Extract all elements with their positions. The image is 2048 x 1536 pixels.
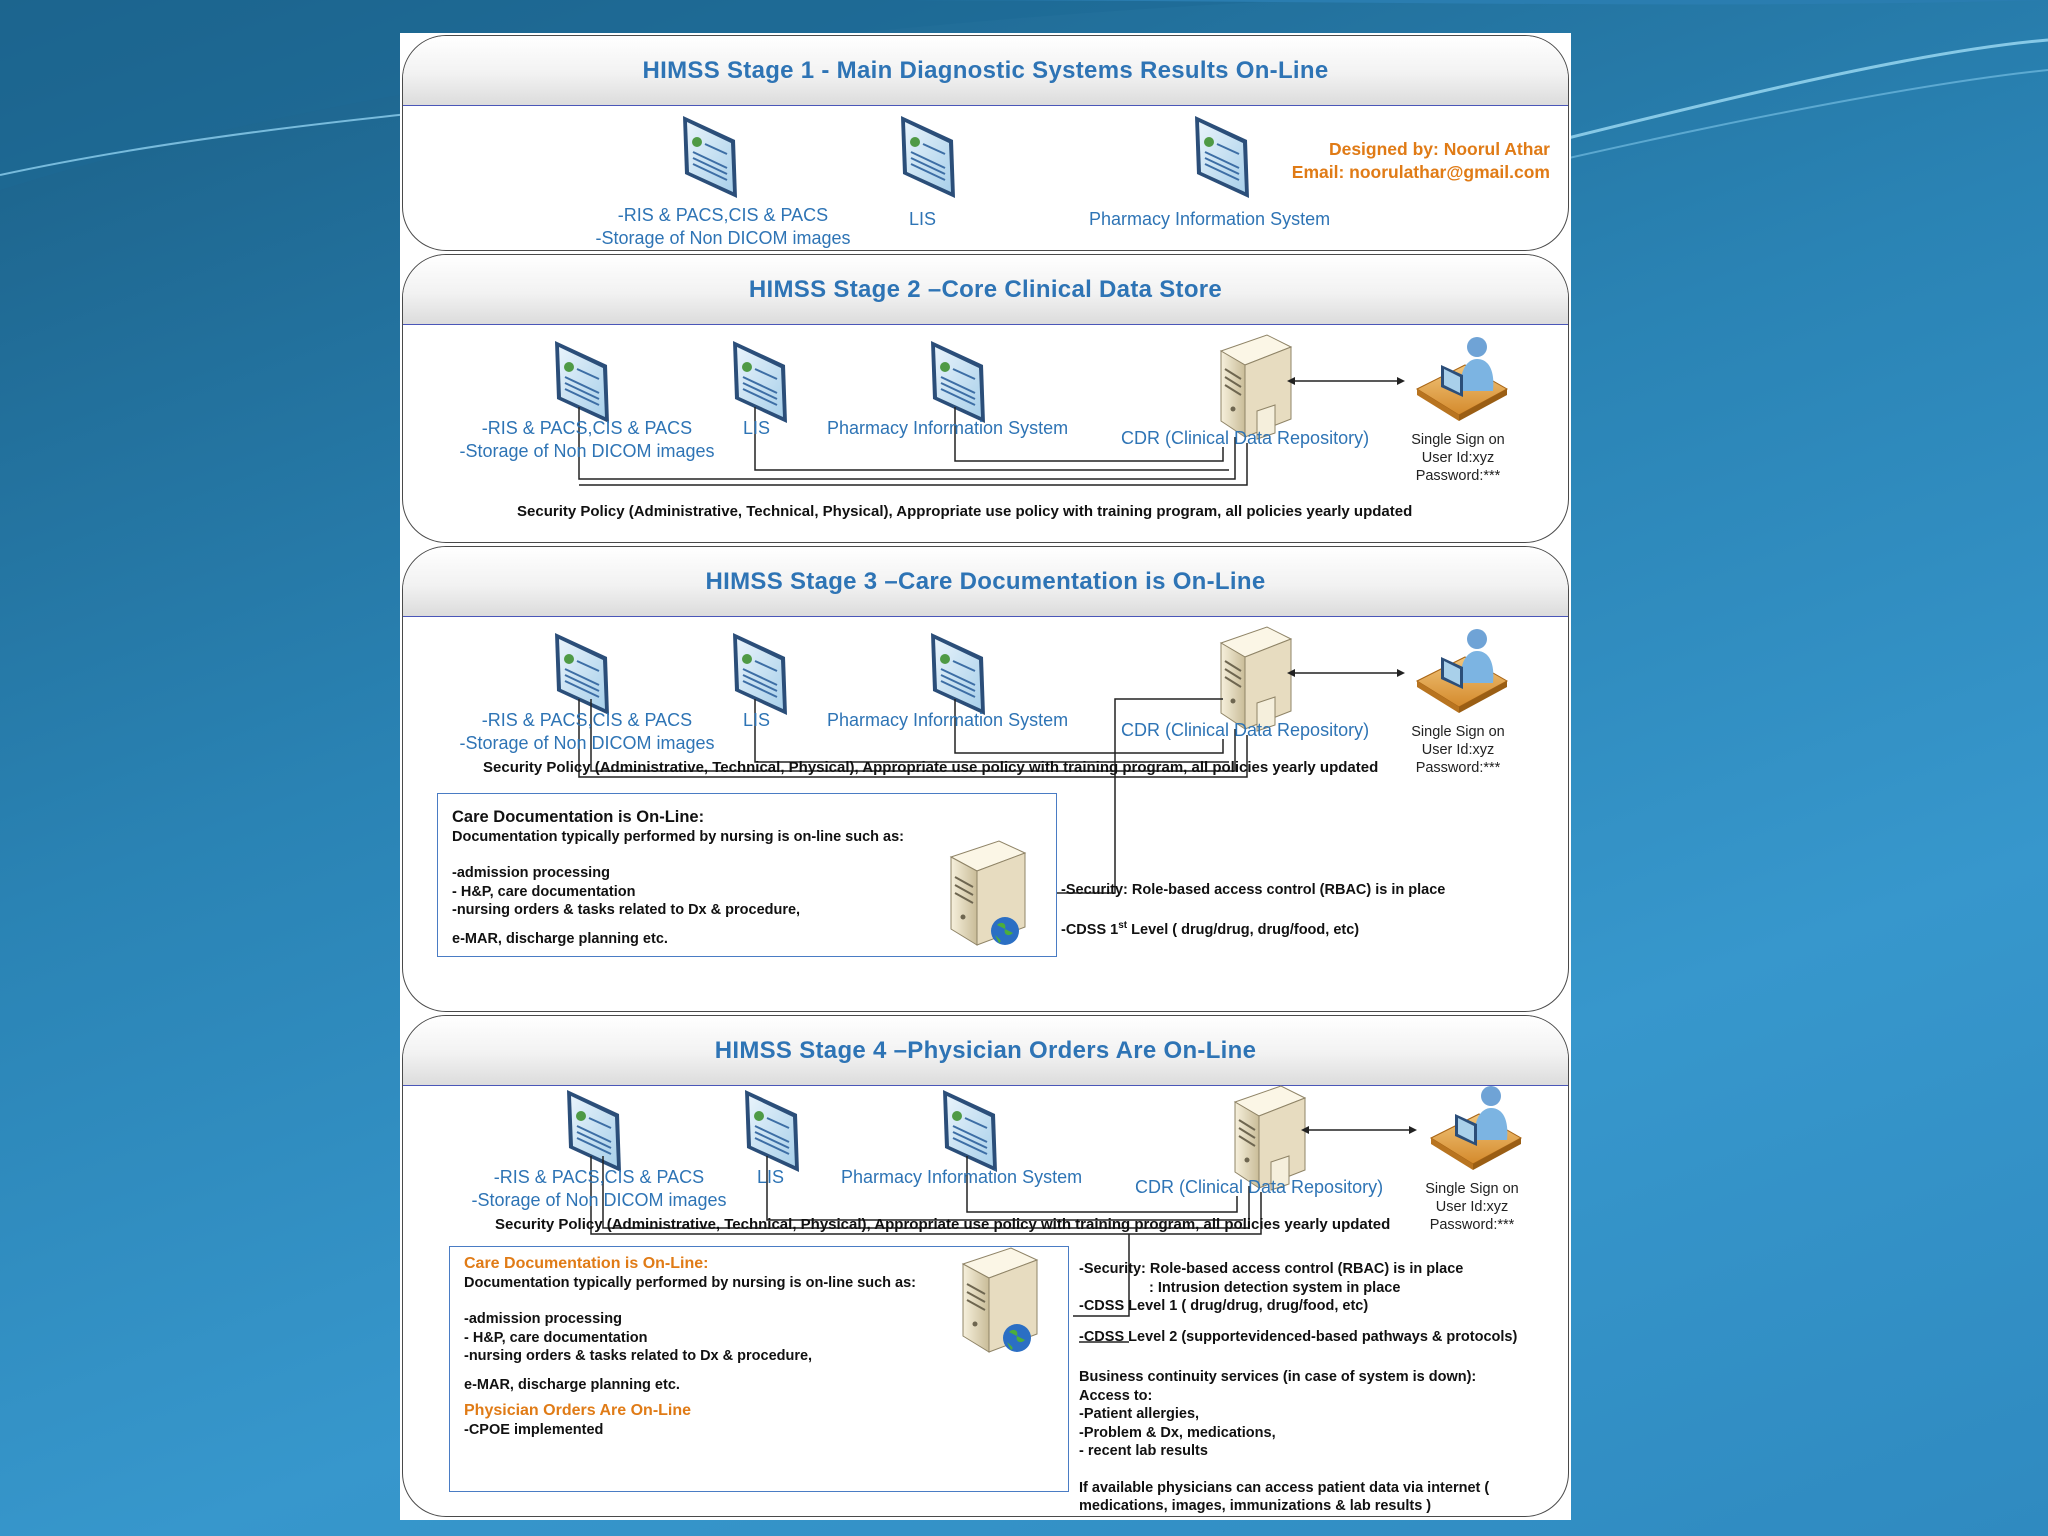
sso-line2: User Id:xyz: [1421, 450, 1495, 466]
box-intro: Documentation typically performed by nursing is on-line such as:: [452, 828, 904, 845]
sso-line3: Password:***: [1415, 760, 1501, 776]
stage-1-ris-label: [573, 204, 873, 250]
designed-by: Designed by: Noorul Athar: [1328, 139, 1550, 159]
ris-pacs-monitor-icon: [679, 114, 741, 200]
stage-2-cdr-label: CDR (Clinical Data Repository): [1121, 428, 1370, 448]
author-email: Email: noorulathar@gmail.com: [1291, 162, 1550, 182]
cdss-superscript: st: [1118, 920, 1128, 931]
box-item-3: -nursing orders & tasks related to Dx & procedure,: [452, 902, 801, 918]
note-cdss-level-1: -CDSS Level 1 ( drug/drug, drug/food, etc): [1079, 1298, 1369, 1314]
box-title: Care Documentation is On-Line:: [452, 808, 705, 826]
stage-4-lis-label: LIS: [757, 1167, 785, 1187]
note-security-intrusion: : Intrusion detection system in place: [1149, 1279, 1401, 1296]
stage-2-ris-label: [437, 417, 737, 463]
stage-3-security-policy: Security Policy (Administrative, Technical, Physical), Appropriate use policy with training program, all policies yearly updated: [483, 759, 1379, 776]
sso-line1: Single Sign on: [1411, 724, 1505, 740]
stage-1-title: HIMSS Stage 1 - Main Diagnostic Systems Results On-Line: [403, 36, 1568, 106]
ris-label-line2: -Storage of Non DICOM images: [595, 228, 851, 248]
business-continuity-item-2: -Problem & Dx, medications,: [1079, 1424, 1276, 1441]
business-continuity-access: Access to:: [1079, 1387, 1153, 1404]
ris-label-line2: -Storage of Non DICOM images: [471, 1190, 727, 1210]
box-item-3: -nursing orders & tasks related to Dx & procedure,: [464, 1348, 813, 1364]
stage-1-lis-label: LIS: [909, 209, 937, 229]
stage-4-pharmacy-label: Pharmacy Information System: [841, 1167, 1083, 1187]
stage-2-title: HIMSS Stage 2 –Core Clinical Data Store: [403, 255, 1568, 325]
author-credit: [1292, 138, 1550, 184]
note-cdss-level-2: -CDSS Level 2 (supportevidenced-based pathways & protocols): [1079, 1328, 1518, 1345]
sso-line2: User Id:xyz: [1421, 742, 1495, 758]
box-item-4: e-MAR, discharge planning etc.: [452, 930, 668, 947]
diagram-slide: [400, 33, 1571, 1520]
stage-2-security-policy: Security Policy (Administrative, Technical, Physical), Appropriate use policy with training program, all policies yearly updated: [517, 503, 1413, 520]
box-item-2: - H&P, care documentation: [452, 883, 636, 900]
lis-monitor-icon: [897, 114, 959, 200]
globe-server-icon: [947, 835, 1029, 949]
sso-line1: Single Sign on: [1411, 432, 1505, 448]
stage-3-ris-label: [437, 709, 737, 755]
box-item-1: -admission processing: [452, 865, 610, 881]
box-item-1: -admission processing: [464, 1311, 622, 1327]
business-continuity-item-1: -Patient allergies,: [1079, 1406, 1200, 1422]
ris-label-line1: -RIS & PACS,CIS & PACS: [493, 1167, 705, 1187]
box-item-4: e-MAR, discharge planning etc.: [464, 1376, 680, 1393]
ris-label-line1: -RIS & PACS,CIS & PACS: [617, 205, 829, 225]
stage-2-pharmacy-label: Pharmacy Information System: [827, 418, 1069, 438]
stage-4-panel: [402, 1015, 1569, 1517]
cdss-prefix: -CDSS 1: [1061, 921, 1119, 938]
box-item-2: - H&P, care documentation: [464, 1329, 648, 1346]
ris-label-line1: -RIS & PACS,CIS & PACS: [481, 418, 693, 438]
stage-1-pharmacy-label: Pharmacy Information System: [1089, 209, 1331, 229]
stage-4-notes: [1079, 1260, 1517, 1516]
stage-3-sso-label: [1403, 723, 1513, 777]
stage-4-sso-label: [1417, 1180, 1527, 1234]
stage-4-cdr-label: CDR (Clinical Data Repository): [1135, 1177, 1384, 1197]
stage-4-security-policy: Security Policy (Administrative, Technical, Physical), Appropriate use policy with training program, all policies yearly updated: [495, 1216, 1391, 1233]
sso-line2: User Id:xyz: [1435, 1199, 1509, 1215]
ris-label-line1: -RIS & PACS,CIS & PACS: [481, 710, 693, 730]
box-intro: Documentation typically performed by nursing is on-line such as:: [464, 1274, 916, 1291]
note-security-rbac: -Security: Role-based access control (RBAC) is in place: [1079, 1261, 1464, 1277]
box-item-5: -CPOE implemented: [464, 1421, 604, 1438]
business-continuity-item-3: - recent lab results: [1079, 1443, 1208, 1459]
stage-4-ris-label: [449, 1166, 749, 1212]
sso-line1: Single Sign on: [1425, 1181, 1519, 1197]
internet-access-line-2: medications, images, immunizations & lab results ): [1079, 1498, 1432, 1514]
stage-3-security-note: -Security: Role-based access control (RBAC) is in place: [1061, 882, 1446, 898]
globe-server-icon: [959, 1242, 1041, 1356]
stage-2-sso-label: [1403, 431, 1513, 485]
stage-2-lis-label: LIS: [743, 418, 771, 438]
stage-1-panel: [402, 35, 1569, 251]
ris-label-line2: -Storage of Non DICOM images: [459, 733, 715, 753]
stage-3-cdr-label: CDR (Clinical Data Repository): [1121, 720, 1370, 740]
sso-line3: Password:***: [1429, 1217, 1515, 1233]
stage-2-panel: [402, 254, 1569, 543]
pharmacy-monitor-icon: [1191, 114, 1253, 200]
internet-access-line-1: If available physicians can access patient data via internet (: [1079, 1479, 1490, 1496]
stage-3-pharmacy-label: Pharmacy Information System: [827, 710, 1069, 730]
stage-3-title: HIMSS Stage 3 –Care Documentation is On-Line: [403, 547, 1568, 617]
box-title: Care Documentation is On-Line:: [464, 1255, 709, 1272]
stage-3-cdss-note: [1061, 917, 1359, 939]
stage-4-title: HIMSS Stage 4 –Physician Orders Are On-Line: [403, 1016, 1568, 1086]
cdss-suffix: Level ( drug/drug, drug/food, etc): [1127, 921, 1360, 938]
stage-3-lis-label: LIS: [743, 710, 771, 730]
business-continuity-title: Business continuity services (in case of system is down):: [1079, 1369, 1477, 1385]
box-title-2: Physician Orders Are On-Line: [464, 1402, 692, 1419]
ris-label-line2: -Storage of Non DICOM images: [459, 441, 715, 461]
sso-line3: Password:***: [1415, 468, 1501, 484]
stage-3-panel: [402, 546, 1569, 1012]
